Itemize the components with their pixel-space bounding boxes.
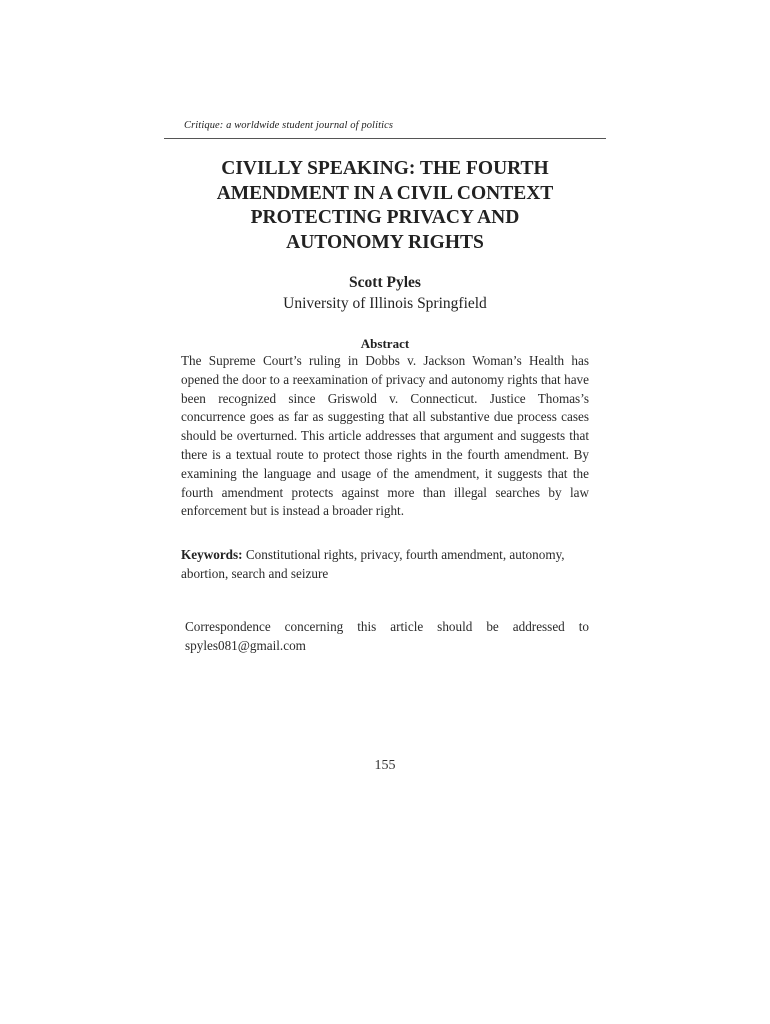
abstract-heading: Abstract bbox=[360, 336, 410, 351]
page-number: 155 bbox=[374, 758, 396, 773]
author-name: Scott Pyles bbox=[349, 274, 421, 291]
header-rule bbox=[164, 138, 606, 139]
title-line-1: CIVILLY SPEAKING: THE FOURTH bbox=[221, 158, 549, 179]
author-affiliation: University of Illinois Springfield bbox=[283, 295, 487, 312]
keywords bbox=[181, 545, 589, 583]
keywords-label: Keywords: bbox=[181, 547, 243, 562]
title-line-4: AUTONOMY RIGHTS bbox=[286, 231, 484, 253]
article-title bbox=[164, 157, 606, 255]
title-line-2: AMENDMENT IN A CIVIL CONTEXT bbox=[216, 182, 554, 204]
correspondence-note: Correspondence concerning this article should be addressed to spyles081@gmail.com bbox=[185, 619, 589, 653]
abstract-body: The Supreme Court’s ruling in Dobbs v. Jackson Woman’s Health has opened the door to a reexamination of privacy and autonomy rights that have been recognized since Griswold v. Connecticut. Justice Thomas’s concurrence goes as far as suggesting that all substantive due process cases should be overturned. This article addresses that argument and suggests that there is a textual route to protect those rights in the fourth amendment. By examining the language and usage of the amendment, it suggests that the fourth amendment protects against more than illegal searches by law enforcement but is instead a broader right. bbox=[181, 353, 589, 519]
keywords-text: Constitutional rights, privacy, fourth amendment, autonomy, abortion, search and seizure bbox=[181, 547, 565, 581]
title-line-3: PROTECTING PRIVACY AND bbox=[250, 207, 520, 228]
running-header: Critique: a worldwide student journal of politics bbox=[184, 120, 394, 131]
